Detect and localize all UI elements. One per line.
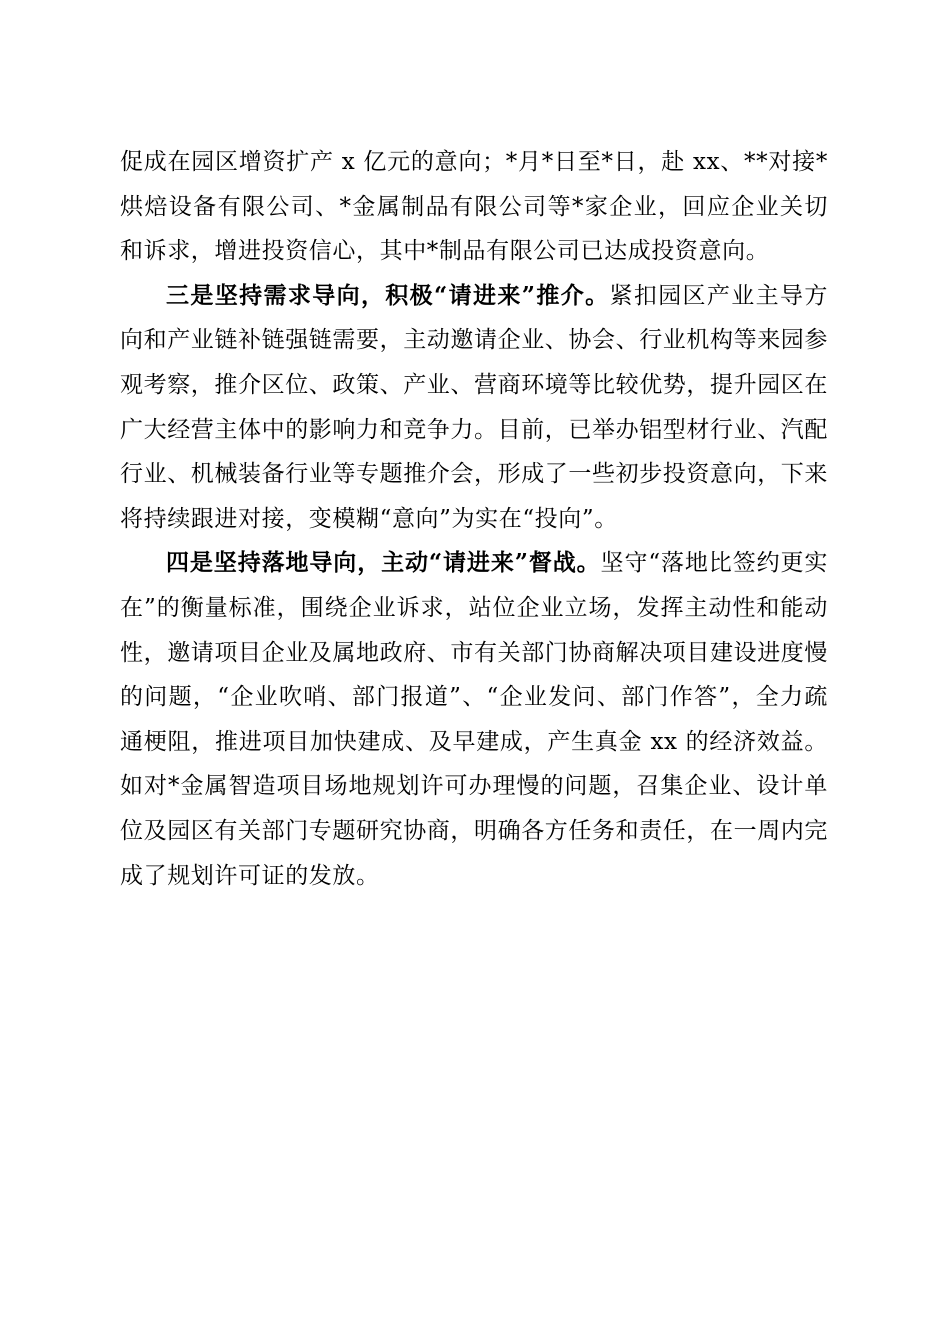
paragraph-text: 坚守“落地比签约更实在”的衡量标准，围绕企业诉求，站位企业立场，发挥主动性和能动性，邀请项目企业及属地政府、市有关部门协商解决项目建设进度慢的问题，“企业吹哨、部门报道”、“企业发问、部门作答”，全力疏通梗阻，推进项目加快建成、及早建成，产生真金 xx 的经济效益。如对*金属智造项目场地规划许可办理慢的问题，召集企业、设计单位及园区有关部门专题研究协商，明确各方任务和责任，在一周内完成了规划许可证的发放。 (120, 550, 828, 889)
paragraph-landing-oriented (120, 541, 828, 898)
paragraph-demand-oriented (120, 274, 828, 542)
paragraph-text: 促成在园区增资扩产 x 亿元的意向；*月*日至*日，赴 xx、**对接*烘焙设备有限公司、*金属制品有限公司等*家企业，回应企业关切和诉求，增进投资信心，其中*制品有限公司已达成投资意向。 (120, 149, 828, 265)
paragraph-heading: 四是坚持落地导向，主动“请进来”督战。 (166, 549, 601, 577)
paragraph-continuation (120, 140, 828, 274)
paragraph-heading: 三是坚持需求导向，积极“请进来”推介。 (166, 281, 610, 309)
document-body (120, 140, 828, 898)
paragraph-text: 紧扣园区产业主导方向和产业链补链强链需要，主动邀请企业、协会、行业机构等来园参观考察，推介区位、政策、产业、营商环境等比较优势，提升园区在广大经营主体中的影响力和竞争力。目前，已举办铝型材行业、汽配行业、机械装备行业等专题推介会，形成了一些初步投资意向，下来将持续跟进对接，变模糊“意向”为实在“投向”。 (120, 282, 828, 532)
